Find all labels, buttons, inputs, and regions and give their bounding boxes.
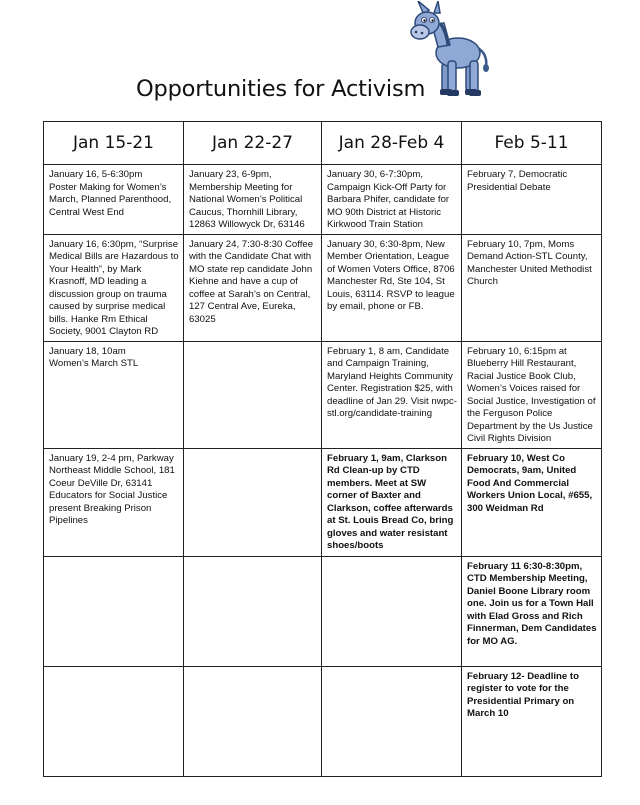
event-cell: January 24, 7:30-8:30 Coffee with the Candidate Chat with MO state rep candidate John Kiehne and have a cup of coffee at Sarah’s on Central, 127 Central Ave, Eureka, 63025 bbox=[184, 234, 322, 341]
donkey-icon bbox=[402, 1, 490, 101]
event-cell bbox=[322, 666, 462, 776]
event-cell bbox=[184, 448, 322, 556]
column-header-week-1: Jan 15-21 bbox=[44, 122, 184, 165]
event-cell bbox=[44, 556, 184, 666]
page-title: Opportunities for Activism bbox=[136, 76, 426, 102]
calendar-row bbox=[44, 666, 602, 776]
event-cell: January 19, 2-4 pm, Parkway Northeast Middle School, 181 Coeur DeVille Dr, 63141 Educators for Social Justice present Breaking Prison Pipelines bbox=[44, 448, 184, 556]
event-cell bbox=[44, 666, 184, 776]
calendar-header-row bbox=[44, 122, 602, 165]
event-cell bbox=[184, 556, 322, 666]
activism-calendar-table bbox=[43, 121, 602, 777]
event-cell: February 10, West Co Democrats, 9am, United Food And Commercial Workers Union Local, #655, 300 Weidman Rd bbox=[462, 448, 602, 556]
event-cell bbox=[184, 341, 322, 448]
event-cell: February 10, 6:15pm at Blueberry Hill Restaurant, Racial Justice Book Club, Women’s Voices raised for Social Justice, Investigation of the Ferguson Police Department by the Us Justice Civil Rights Division bbox=[462, 341, 602, 448]
event-cell: February 11 6:30-8:30pm, CTD Membership Meeting, Daniel Boone Library room one. Join us for a Town Hall with Elad Gross and Rich Finnerman, Dem Candidates for MO AG. bbox=[462, 556, 602, 666]
column-header-week-3: Jan 28-Feb 4 bbox=[322, 122, 462, 165]
event-cell: January 18, 10am Women’s March STL bbox=[44, 341, 184, 448]
calendar-row bbox=[44, 165, 602, 235]
calendar-row bbox=[44, 556, 602, 666]
event-cell: January 23, 6-9pm, Membership Meeting for National Women’s Political Caucus, Thornhill Library, 12863 Willowyck Dr, 63146 bbox=[184, 165, 322, 235]
event-cell: February 10, 7pm, Moms Demand Action-STL County, Manchester United Methodist Church bbox=[462, 234, 602, 341]
event-cell: February 1, 9am, Clarkson Rd Clean-up by CTD members. Meet at SW corner of Baxter and Clarkson, coffee afterwards at St. Louis Bread Co, bring gloves and water resistant shoes/boots bbox=[322, 448, 462, 556]
calendar-row bbox=[44, 448, 602, 556]
event-cell: January 16, 5-6:30pm Poster Making for Women’s March, Planned Parenthood, Central West End bbox=[44, 165, 184, 235]
calendar-row bbox=[44, 341, 602, 448]
event-cell: January 30, 6:30-8pm, New Member Orientation, League of Women Voters Office, 8706 Manchester Rd, Ste 104, St Louis, 63114. RSVP to league by email, phone or FB. bbox=[322, 234, 462, 341]
event-cell bbox=[184, 666, 322, 776]
event-cell bbox=[322, 556, 462, 666]
event-cell: February 12- Deadline to register to vote for the Presidential Primary on March 10 bbox=[462, 666, 602, 776]
calendar-row bbox=[44, 234, 602, 341]
event-cell: January 16, 6:30pm, “Surprise Medical Bills are Hazardous to Your Health”, by Mark Krasnoff, MD leading a discussion group on trauma caused by surprise medical bills. Hanke Rm Ethical Society, 9001 Clayton RD bbox=[44, 234, 184, 341]
event-cell: February 7, Democratic Presidential Debate bbox=[462, 165, 602, 235]
column-header-week-2: Jan 22-27 bbox=[184, 122, 322, 165]
event-cell: January 30, 6-7:30pm, Campaign Kick-Off Party for Barbara Phifer, candidate for MO 90th District at Historic Kirkwood Train Station bbox=[322, 165, 462, 235]
event-cell: February 1, 8 am, Candidate and Campaign Training, Maryland Heights Community Center. Registration $25, with deadline of Jan 29. Visit nwpc-stl.org/candidate-training bbox=[322, 341, 462, 448]
column-header-week-4: Feb 5-11 bbox=[462, 122, 602, 165]
